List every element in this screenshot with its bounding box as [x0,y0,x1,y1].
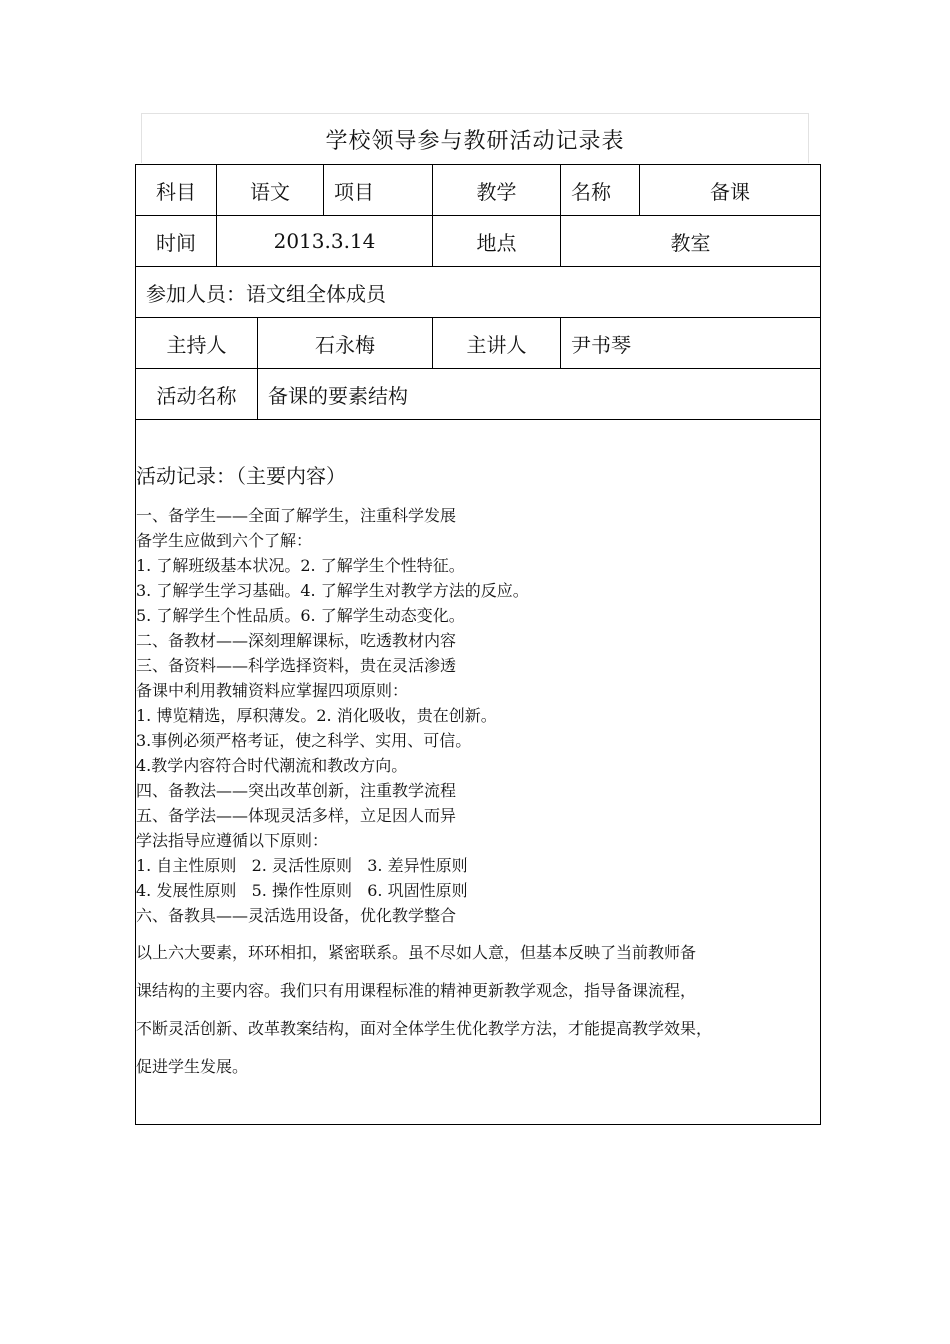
record-line: 备学生应做到六个了解： [136,531,313,550]
summary-line: 课结构的主要内容。我们只有用课程标准的精神更新教学观念，指导备课流程， [136,981,697,1000]
title-box [141,113,809,163]
record-lines [136,503,820,928]
record-line: 4.教学内容符合时代潮流和教改方向。 [136,756,408,775]
row-time [136,216,821,267]
name-label: 名称 [561,165,640,216]
activity-label: 活动名称 [136,369,258,420]
place-value: 教室 [561,216,821,267]
record-line: 3. 了解学生学习基础。4. 了解学生对教学方法的反应。 [136,581,529,600]
record-line: 备课中利用教辅资料应掌握四项原则： [136,681,409,700]
summary-line: 不断灵活创新、改革教案结构，面对全体学生优化教学方法，才能提高教学效果， [136,1019,713,1038]
activity-value: 备课的要素结构 [258,369,821,420]
summary-line: 促进学生发展。 [136,1057,249,1076]
place-label: 地点 [433,216,561,267]
record-line: 五、备学法——体现灵活多样，立足因人而异 [136,806,457,825]
record-cell [136,420,821,1125]
project-value: 教学 [433,165,561,216]
record-line: 学法指导应遵循以下原则： [136,831,329,850]
record-line: 四、备教法——突出改革创新，注重教学流程 [136,781,457,800]
row-subject [136,165,821,216]
page-title: 学校领导参与教研活动记录表 [325,129,625,154]
subject-label: 科目 [136,165,217,216]
record-line: 3.事例必须严格考证，使之科学、实用、可信。 [136,731,472,750]
host-label: 主持人 [136,318,258,369]
record-line: 一、备学生——全面了解学生，注重科学发展 [136,506,457,525]
project-label: 项目 [324,165,433,216]
speaker-value: 尹书琴 [561,318,821,369]
summary-line: 以上六大要素，环环相扣，紧密联系。虽不尽如人意，但基本反映了当前教师备 [136,943,697,962]
row-record [136,420,821,1125]
record-line: 六、备教具——灵活选用设备，优化教学整合 [136,906,457,925]
record-line: 1. 了解班级基本状况。2. 了解学生个性特征。 [136,556,465,575]
summary-paragraph [136,934,820,1086]
record-line: 二、备教材——深刻理解课标，吃透教材内容 [136,631,457,650]
host-value: 石永梅 [258,318,433,369]
record-line: 三、备资料——科学选择资料，贵在灵活渗透 [136,656,457,675]
name-value: 备课 [640,165,821,216]
speaker-label: 主讲人 [433,318,561,369]
time-label: 时间 [136,216,217,267]
subject-value: 语文 [217,165,324,216]
participants: 参加人员：语文组全体成员 [136,267,821,318]
record-line: 5. 了解学生个性品质。6. 了解学生动态变化。 [136,606,465,625]
row-activity [136,369,821,420]
time-value: 2013.3.14 [217,216,433,267]
record-heading: 活动记录：（主要内容） [136,464,346,488]
record-table [135,164,821,1125]
row-host [136,318,821,369]
record-line: 1. 自主性原则 2. 灵活性原则 3. 差异性原则 [136,856,468,875]
record-line: 4. 发展性原则 5. 操作性原则 6. 巩固性原则 [136,881,468,900]
record-line: 1. 博览精选，厚积薄发。2. 消化吸收，贵在创新。 [136,706,497,725]
row-participants [136,267,821,318]
